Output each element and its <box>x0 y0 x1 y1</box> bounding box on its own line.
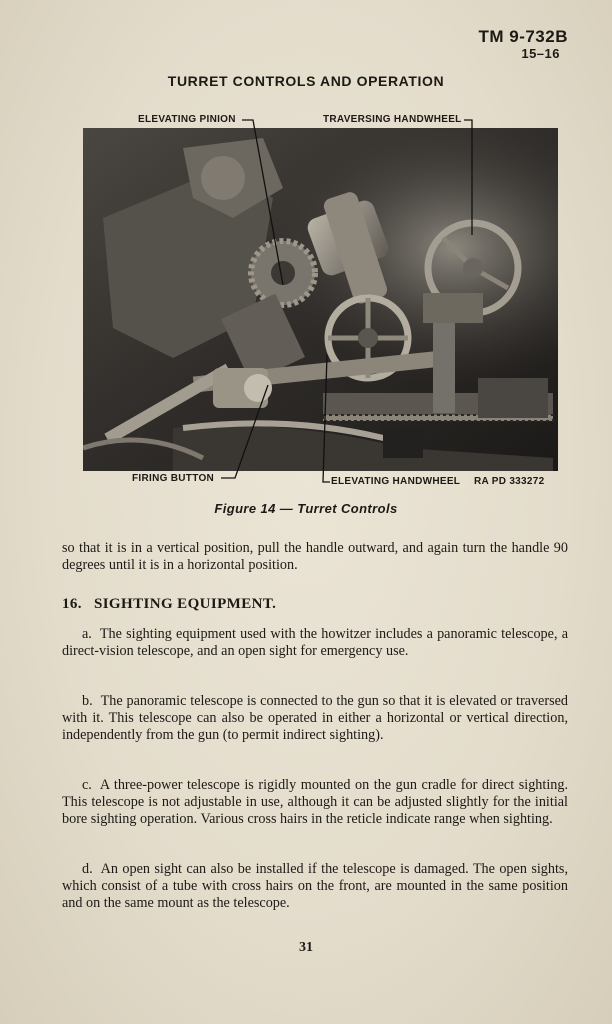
paragraph-d <box>62 861 568 913</box>
figure-caption: Figure 14 — Turret Controls <box>214 501 398 516</box>
continued-paragraph: so that it is in a vertical position, pull the handle outward, and again turn the handle 90 degrees until it is in a horizontal position. <box>62 540 568 574</box>
paragraph-c-text: A three-power telescope is rigidly mounted on the gun cradle for direct sighting. This telescope is not adjustable in use, although it can be adjusted slightly for the initial bore sighting operation. Various cross hairs in the reticle indicate range when sighting. <box>62 777 568 828</box>
paragraph-d-label: d. <box>82 861 93 877</box>
callout-elevating-handwheel: ELEVATING HANDWHEEL <box>331 476 461 487</box>
callout-firing-button: FIRING BUTTON <box>132 473 215 484</box>
section-number: 16. <box>62 596 82 612</box>
paragraph-b-text: The panoramic telescope is connected to the gun so that it is elevated or traversed with it. This telescope can also be operated in either a horizontal or vertical direction, independently from the gun (to permit indirect sighting). <box>62 693 568 744</box>
callout-traversing-handwheel: TRAVERSING HANDWHEEL <box>323 114 462 125</box>
paragraph-b-label: b. <box>82 693 93 709</box>
photo-reference: RA PD 333272 <box>474 476 545 487</box>
paragraph-d-text: An open sight can also be installed if the telescope is damaged. The open sights, which consist of a tube with cross hairs on the front, are mounted in the same position and on the same mount as the telescope. <box>62 861 568 912</box>
page-number: 31 <box>299 940 313 955</box>
paragraph-c <box>62 777 568 829</box>
section-title: TURRET CONTROLS AND OPERATION <box>167 73 445 89</box>
paragraph-range: 15–16 <box>521 46 560 61</box>
paragraph-a-label: a. <box>82 626 92 642</box>
section-16-title: SIGHTING EQUIPMENT. <box>93 596 277 612</box>
callout-elevating-pinion: ELEVATING PINION <box>138 114 236 125</box>
paragraph-b <box>62 693 568 745</box>
paragraph-a <box>62 626 568 660</box>
tm-number: TM 9-732B <box>478 27 568 46</box>
paragraph-a-text: The sighting equipment used with the howitzer includes a panoramic telescope, a direct-vision telescope, and an open sight for emergency use. <box>62 626 568 660</box>
paragraph-c-label: c. <box>82 777 92 793</box>
section-16-heading <box>62 596 276 613</box>
